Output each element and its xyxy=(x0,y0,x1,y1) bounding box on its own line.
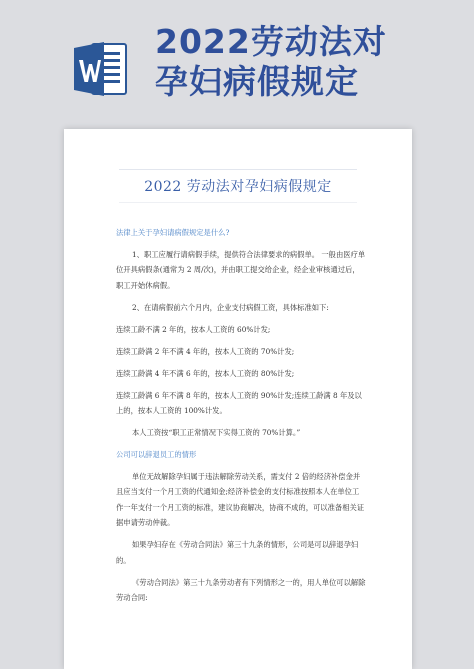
section-heading: 法律上关于孕妇请病假规定是什么? xyxy=(116,228,230,237)
page-header xyxy=(0,0,474,115)
paragraph: 单位无故解除孕妇属于违法解除劳动关系，需支付 2 倍的经济补偿金并且应当支付一个月工资的代通知金;经济补偿金的支付标准按照本人在单位工作一年支付一个月工资的标准，建议协商解决，协商不成的，可以准备相关证据申请劳动仲裁。 xyxy=(116,471,365,527)
paragraph: 《劳动合同法》第三十九条劳动者有下列情形之一的，用人单位可以解除劳动合同: xyxy=(116,577,366,602)
paragraph: 连续工龄满 4 年不满 6 年的，按本人工资的 80%计发; xyxy=(116,368,295,378)
paragraph: 本人工资按“职工正常情况下实得工资的 70%计算。” xyxy=(132,428,301,437)
paragraph: 1、职工应履行请病假手续，提供符合法律要求的病假单。 一般由医疗单位开具病假条(通常为 2 周/次)，并由职工提交给企业，经企业审核通过后，职工开始休病假。 xyxy=(116,249,366,290)
paragraph: 连续工龄不满 2 年的，按本人工资的 60%计发; xyxy=(116,324,271,334)
paragraph: 连续工龄满 2 年不满 4 年的，按本人工资的 70%计发; xyxy=(116,346,295,356)
document-body xyxy=(116,225,366,612)
document-title: 2022 劳动法对孕妇病假规定 xyxy=(144,179,332,195)
page-title-line-1: 2022劳动法对 xyxy=(155,22,387,61)
page-title xyxy=(155,22,455,102)
word-document-icon xyxy=(70,38,132,100)
paragraph: 连续工龄满 6 年不满 8 年的，按本人工资的 90%计发;连续工龄满 8 年及以上的，按本人工资的 100%计发。 xyxy=(116,390,362,415)
document-title-box xyxy=(119,169,357,203)
paragraph: 如果孕妇存在《劳动合同法》第三十九条的情形，公司是可以辞退孕妇的。 xyxy=(116,540,359,565)
document-page xyxy=(64,129,412,669)
paragraph: 2、在请病假前六个月内，企业支付病假工资，具体标准如下: xyxy=(132,302,329,312)
page-title-line-2: 孕妇病假规定 xyxy=(155,62,359,101)
section-heading: 公司可以辞退员工的情形 xyxy=(116,450,197,459)
